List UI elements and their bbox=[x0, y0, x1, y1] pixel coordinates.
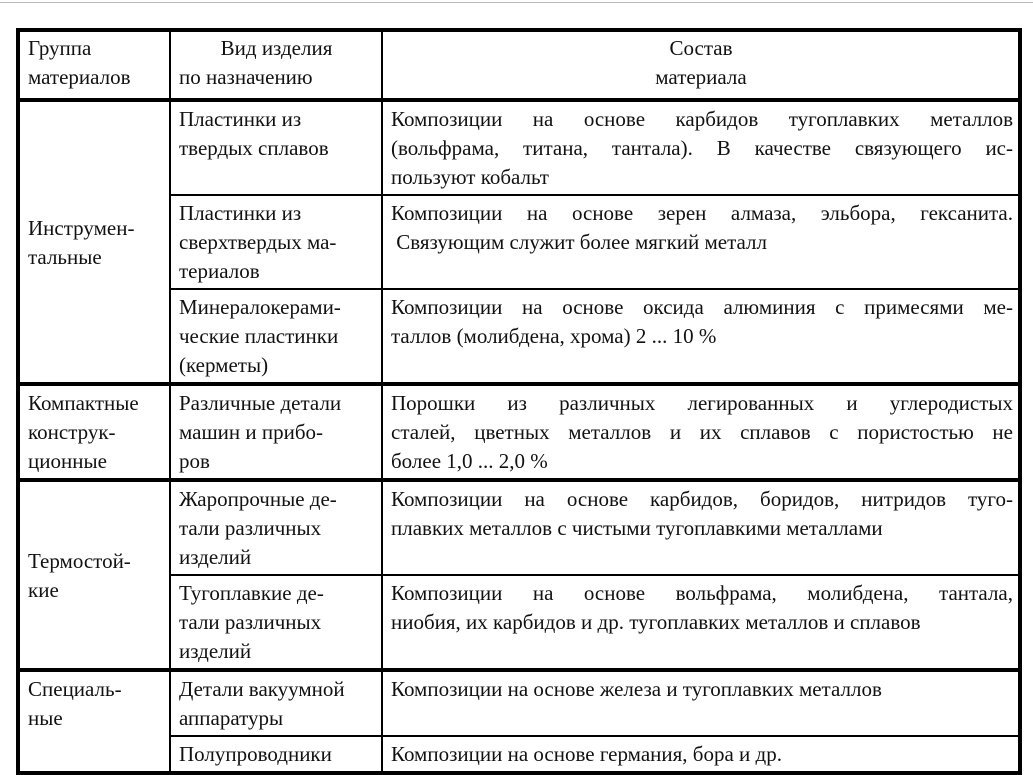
group-cell-instrumental: Инструмен- тальные bbox=[18, 100, 170, 384]
composition-cell: Композиции на основе карбидов, боридов, нитридов туго- плавких металлов с чистыми тугоплавкими металлами bbox=[382, 480, 1020, 575]
composition-cell: Композиции на основе железа и тугоплавких металлов bbox=[382, 670, 1020, 736]
materials-table bbox=[16, 28, 1022, 775]
composition-cell: Композиции на основе карбидов тугоплавких металлов (вольфрама, титана, тантала). В качестве связующего ис- пользуют кобальт bbox=[382, 100, 1020, 195]
table-row bbox=[18, 670, 1020, 736]
header-row bbox=[18, 30, 1020, 100]
group-cell-compact-structural: Компактные конструк- ционные bbox=[18, 384, 170, 480]
table-row bbox=[18, 480, 1020, 575]
product-type-cell: Пластинки из твердых сплавов bbox=[170, 100, 382, 195]
header-cell-product-type: Вид изделия по назначению bbox=[170, 30, 382, 100]
composition-cell: Композиции на основе зерен алмаза, эльбора, гексанита. Связующим служит более мягкий металл bbox=[382, 195, 1020, 289]
table-row bbox=[18, 384, 1020, 480]
product-type-cell: Детали вакуумной аппаратуры bbox=[170, 670, 382, 736]
header-cell-composition: Состав материала bbox=[382, 30, 1020, 100]
product-type-cell: Тугоплавкие де- тали различных изделий bbox=[170, 575, 382, 670]
product-type-cell: Минералокерами- ческие пластинки (керметы) bbox=[170, 289, 382, 384]
product-type-cell: Пластинки из сверхтвердых ма- териалов bbox=[170, 195, 382, 289]
group-cell-heat-resistant: Термостой- кие bbox=[18, 480, 170, 670]
product-type-cell: Полупроводники bbox=[170, 736, 382, 773]
scan-artifact-line bbox=[0, 2, 1033, 3]
product-type-cell: Различные детали машин и прибо- ров bbox=[170, 384, 382, 480]
composition-cell: Композиции на основе германия, бора и др. bbox=[382, 736, 1020, 773]
composition-cell: Порошки из различных легированных и углеродистых сталей, цветных металлов и их сплавов с пористостью не более 1,0 ... 2,0 % bbox=[382, 384, 1020, 480]
table-row bbox=[18, 100, 1020, 195]
product-type-cell: Жаропрочные де- тали различных изделий bbox=[170, 480, 382, 575]
composition-cell: Композиции на основе вольфрама, молибдена, тантала, ниобия, их карбидов и др. тугоплавких металлов и сплавов bbox=[382, 575, 1020, 670]
composition-cell: Композиции на основе оксида алюминия с примесями ме- таллов (молибдена, хрома) 2 ... 10 % bbox=[382, 289, 1020, 384]
header-cell-material-group: Группа материалов bbox=[18, 30, 170, 100]
group-cell-special: Специаль- ные bbox=[18, 670, 170, 773]
